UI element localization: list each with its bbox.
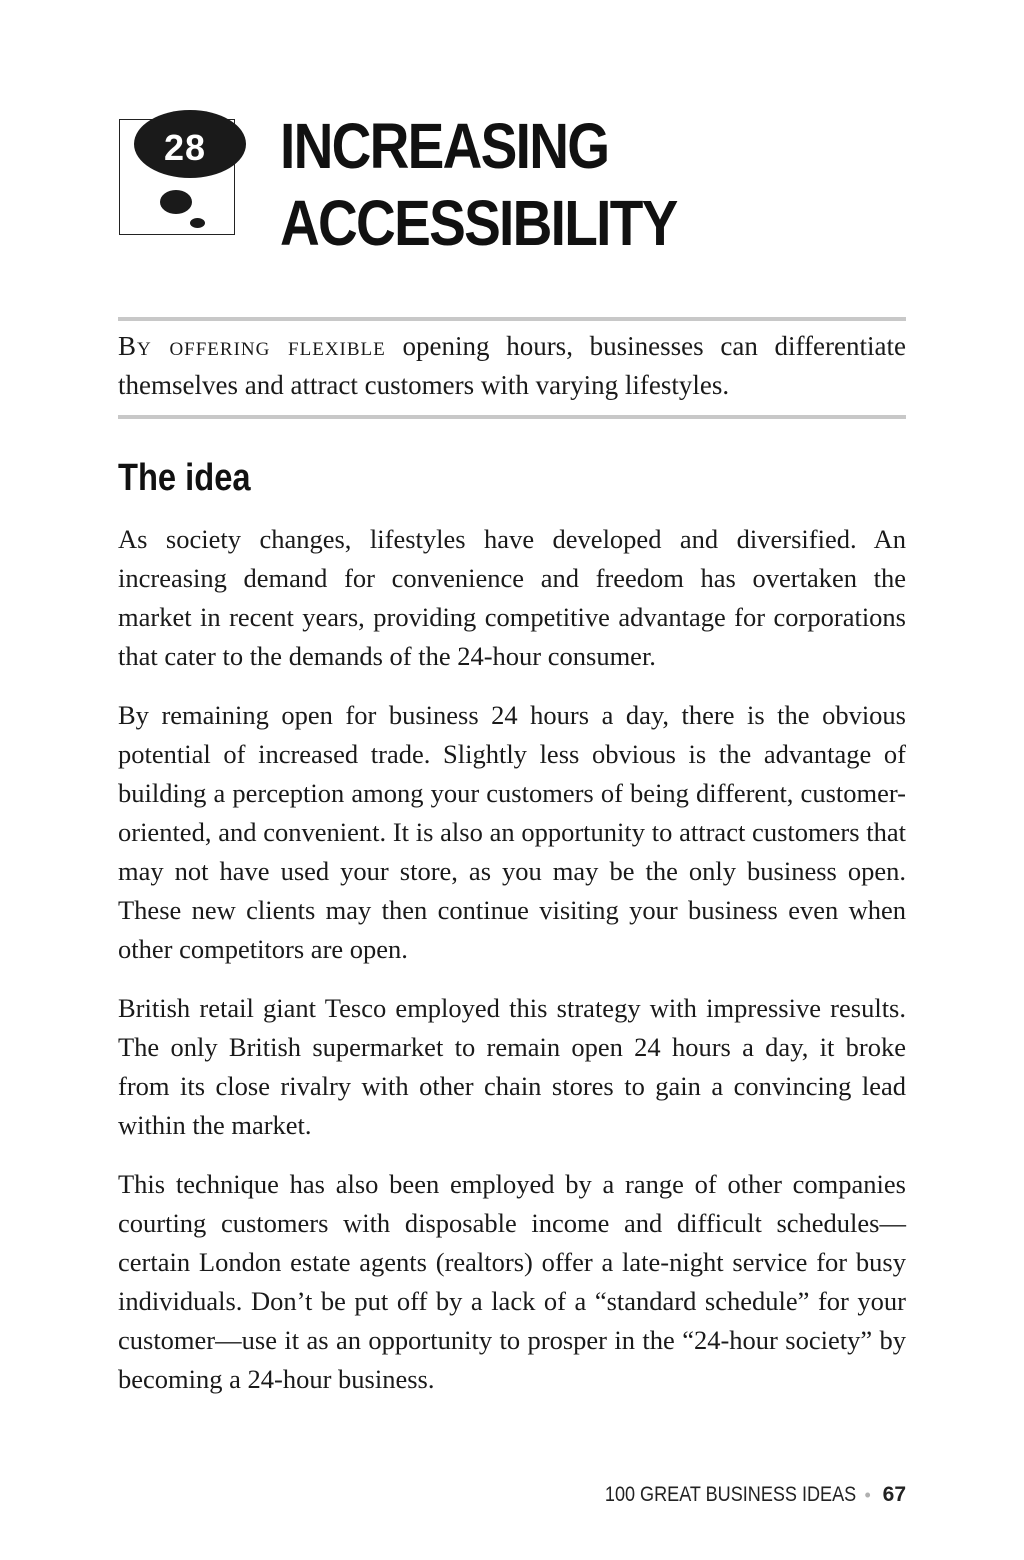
chapter-title-line-2: ACCESSIBILITY — [280, 187, 677, 259]
summary-text: opening hours, businesses can differentiate themselves and attract customers with varying lifestyles. — [118, 331, 906, 400]
bubble-dot-small — [190, 218, 205, 228]
summary-bottom-rule — [118, 415, 906, 419]
paragraph: British retail giant Tesco employed this strategy with impressive results. The only British supermarket to remain open 24 hours a day, it broke from its close rivalry with other chain stores to gain a convincing lead within the market. — [118, 993, 906, 1140]
chapter-number-badge — [119, 119, 235, 235]
chapter-title-line-1: INCREASING — [280, 110, 609, 182]
summary-top-rule — [118, 317, 906, 321]
chapter-title — [280, 108, 865, 262]
bubble-dot-large — [160, 190, 192, 214]
page-number: 67 — [882, 1483, 906, 1506]
body-text — [118, 520, 906, 1419]
section-heading: The idea — [118, 457, 251, 499]
page-footer — [564, 1480, 906, 1510]
running-footer-title: 100 GREAT BUSINESS IDEAS — [605, 1483, 857, 1506]
summary-lead-in: By offering flexible — [118, 331, 386, 361]
chapter-summary — [118, 327, 906, 405]
paragraph: As society changes, lifestyles have developed and diversified. An increasing demand for convenience and freedom has overtaken the market in recent years, providing competitive advantage for corporations that cater to the demands of the 24-hour consumer. — [118, 524, 906, 671]
footer-separator: • — [864, 1485, 871, 1505]
chapter-number: 28 — [163, 127, 207, 168]
paragraph: This technique has also been employed by a range of other companies courting customers with disposable income and difficult schedules—certain London estate agents (realtors) offer a late-night service for busy individuals. Don’t be put off by a lack of a “standard schedule” for your customer—use it as an opportunity to prosper in the “24-hour society” by becoming a 24-hour business. — [118, 1169, 906, 1394]
paragraph: By remaining open for business 24 hours a day, there is the obvious potential of increased trade. Slightly less obvious is the advantage of building a perception among your customers of being different, customer-oriented, and convenient. It is also an opportunity to attract customers that may not have used your store, as you may be the only business open. These new clients may then continue visiting your business even when other competitors are open. — [118, 700, 906, 964]
